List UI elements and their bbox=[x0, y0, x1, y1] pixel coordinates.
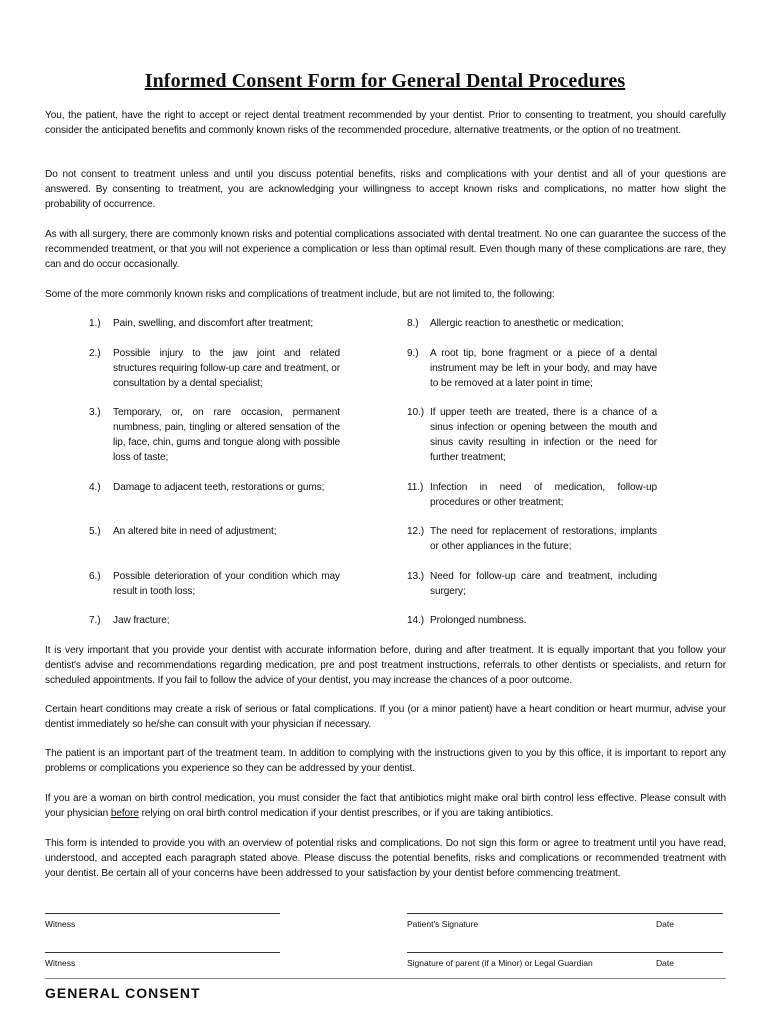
risk-number: 1.) bbox=[89, 318, 101, 329]
paragraph-heart-conditions: Certain heart conditions may create a risk of serious or fatal complications. If you (or a minor patient) have a heart condition or heart murmur, advise your dentist immediately so he/she can consult with your physician if necessary. bbox=[45, 704, 726, 730]
risk-number: 14.) bbox=[407, 615, 424, 626]
risk-number: 7.) bbox=[89, 615, 101, 626]
before-emphasis: before bbox=[110, 808, 139, 819]
risk-text: Possible injury to the jaw joint and related structures requiring follow-up care and treatment, or consultation by a dental specialist; bbox=[113, 348, 340, 389]
date-label: Date bbox=[656, 958, 674, 968]
risk-text: Possible deterioration of your condition which may result in tooth loss; bbox=[113, 571, 340, 597]
risk-text: If upper teeth are treated, there is a chance of a sinus infection or opening between the mouth and sinus cavity resulting in infection or the need for further treatment; bbox=[430, 407, 657, 463]
risk-number: 11.) bbox=[407, 482, 424, 493]
date-label: Date bbox=[656, 919, 674, 929]
risk-number: 5.) bbox=[89, 526, 101, 537]
paragraph-do-not-consent: Do not consent to treatment unless and until you discuss potential benefits, risks and complications with your dentist and all of your questions are answered. By consenting to treatment, you are acknowledging your willingness to accept known risks and complications, no matter how slight the probability of occurrence. bbox=[45, 169, 726, 210]
risk-number: 2.) bbox=[89, 348, 101, 359]
risk-text: Allergic reaction to anesthetic or medication; bbox=[430, 318, 624, 329]
witness-signature-line[interactable] bbox=[45, 952, 280, 953]
guardian-signature-line[interactable] bbox=[407, 952, 723, 953]
risk-number: 10.) bbox=[407, 407, 424, 418]
risk-number: 13.) bbox=[407, 571, 424, 582]
risk-text: Need for follow-up care and treatment, including surgery; bbox=[430, 571, 657, 597]
birth-control-text-c: relying on oral birth control medication if your dentist prescribes, or if you are taking antibiotics. bbox=[138, 808, 554, 819]
risk-number: 4.) bbox=[89, 482, 101, 493]
paragraph-surgery-risks: As with all surgery, there are commonly known risks and potential complications associated with dental treatment. No one can guarantee the success of the recommended treatment, or that you will not experience a complication or less than optimal result. Even though many of these complications are rare, they can and do occur occasionally. bbox=[45, 229, 726, 270]
risk-number: 3.) bbox=[89, 407, 101, 418]
paragraph-accurate-info: It is very important that you provide your dentist with accurate information before, during and after treatment. It is equally important that you follow your dentist's advise and recommendations regarding medication, pre and post treatment instructions, referrals to other dentists or specialists, and return for scheduled appointments. If you fail to follow the advice of your dentist, you may increase the chances of a poor outcome. bbox=[45, 645, 726, 686]
risk-text: An altered bite in need of adjustment; bbox=[113, 526, 277, 537]
risk-text: Pain, swelling, and discomfort after treatment; bbox=[113, 318, 314, 329]
birth-control-text-a: If you are a woman on birth control medication, you must consider the fact that antibiotics might make oral birth control less effective. Please consult with your physician bbox=[45, 793, 726, 819]
guardian-signature-label: Signature of parent (if a Minor) or Legal Guardian bbox=[407, 958, 593, 968]
section-divider bbox=[45, 978, 726, 979]
risk-text: The need for replacement of restorations, implants or other appliances in the future; bbox=[430, 526, 657, 552]
risk-text: A root tip, bone fragment or a piece of a dental instrument may be left in your body, and may have to be removed at a later point in time; bbox=[430, 348, 657, 389]
paragraph-overview: This form is intended to provide you with an overview of potential risks and complications. Do not sign this form or agree to treatment until you have read, understood, and accepted each paragraph stated above. Please discuss the potential benefits, risks and complications or recommended treatment with your dentist. Be certain all of your concerns have been addressed to your satisfaction by your dentist before commencing treatment. bbox=[45, 838, 726, 879]
risk-text: Temporary, or, on rare occasion, permanent numbness, pain, tingling or altered sensation of the lip, face, chin, gums and tongue along with possible loss of taste; bbox=[113, 407, 340, 463]
paragraph-birth-control bbox=[45, 791, 726, 821]
witness-label: Witness bbox=[45, 958, 76, 968]
patient-signature-label: Patient's Signature bbox=[407, 919, 479, 929]
paragraph-rights: You, the patient, have the right to accept or reject dental treatment recommended by your dentist. Prior to consenting to treatment, you should carefully consider the anticipated benefits and commonly known risks of the recommended procedure, alternative treatments, or the option of no treatment. bbox=[45, 110, 726, 136]
witness-label: Witness bbox=[45, 919, 76, 929]
risk-text: Damage to adjacent teeth, restorations or gums; bbox=[113, 482, 325, 493]
form-title: Informed Consent Form for General Dental Procedures bbox=[144, 70, 626, 92]
risk-text: Jaw fracture; bbox=[113, 615, 170, 626]
risk-number: 8.) bbox=[407, 318, 419, 329]
risk-text: Infection in need of medication, follow-up procedures or other treatment; bbox=[430, 482, 657, 508]
paragraph-risks-intro: Some of the more commonly known risks and complications of treatment include, but are not limited to, the following: bbox=[45, 289, 555, 300]
witness-signature-line[interactable] bbox=[45, 913, 280, 914]
general-consent-heading: GENERAL CONSENT bbox=[45, 985, 201, 1001]
risk-number: 12.) bbox=[407, 526, 424, 537]
risk-number: 6.) bbox=[89, 571, 101, 582]
risk-text: Prolonged numbness. bbox=[430, 615, 527, 626]
paragraph-treatment-team: The patient is an important part of the treatment team. In addition to complying with the instructions given to you by this office, it is important to report any problems or complications you experience so they can be addressed by your dentist. bbox=[45, 748, 726, 774]
risk-number: 9.) bbox=[407, 348, 419, 359]
patient-signature-line[interactable] bbox=[407, 913, 723, 914]
